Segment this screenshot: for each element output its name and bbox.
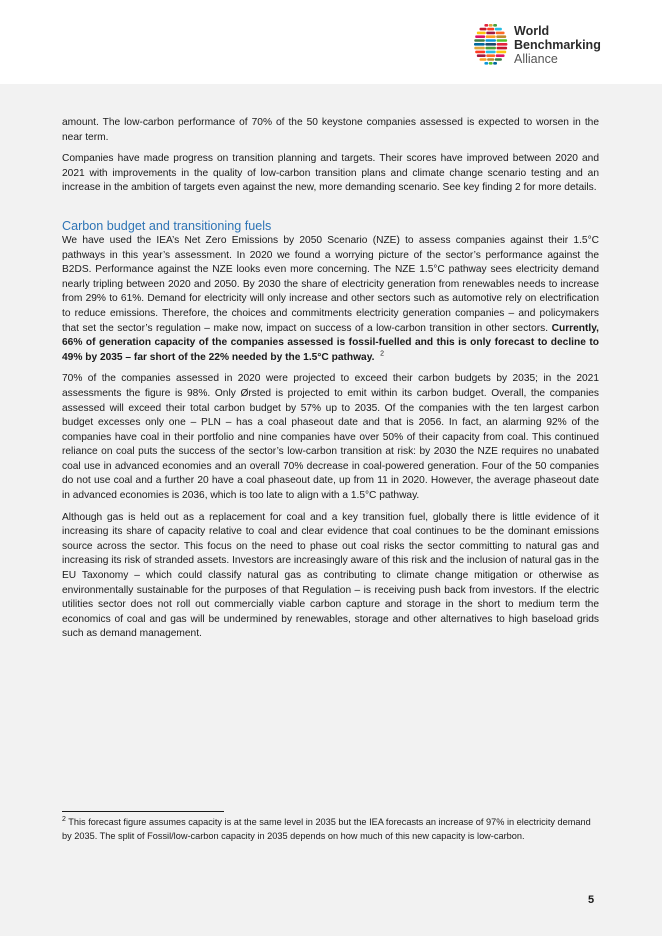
logo-stripe	[493, 24, 497, 27]
intro-paragraph-1: amount. The low-carbon performance of 70% of the 50 keystone companies assessed is expected to worsen in the near term.	[62, 117, 599, 143]
logo-stripe	[477, 54, 486, 57]
intro-paragraph-2: Companies have made progress on transition planning and targets. Their scores have improved between 2020 and 2021 with improvements in the quality of low-carbon transition plans and climate change scenario testing and an increase in the ambition of targets even against the new, more demanding scenario. See key finding 2 for more details.	[62, 153, 599, 194]
section-paragraph-1	[62, 234, 599, 365]
logo-mark-icon	[472, 22, 510, 66]
page-number: 5	[588, 894, 595, 906]
footnote-reference[interactable]: 2	[380, 350, 385, 358]
key-statistic: Currently, 66% of generation capacity of the companies assessed is fossil-fuelled and this is only forecast to decline to 49% by 2035 – far short of the 22% needed by the 1.5°C pathway.	[62, 322, 599, 363]
logo-stripe	[496, 32, 505, 35]
logo-stripe	[495, 28, 502, 31]
logo-stripe	[497, 39, 508, 42]
logo-stripe	[484, 62, 488, 65]
logo-stripe	[487, 58, 494, 61]
logo-text	[514, 24, 601, 66]
logo-stripe	[497, 47, 508, 50]
logo-stripe	[475, 35, 485, 38]
logo-stripe	[474, 47, 485, 50]
wba-logo[interactable]	[472, 22, 632, 66]
footnote-separator	[62, 811, 224, 812]
logo-stripe	[489, 24, 493, 27]
section-heading: Carbon budget and transitioning fuels	[62, 218, 272, 233]
logo-stripe	[474, 39, 485, 42]
logo-stripe	[489, 62, 493, 65]
logo-line-2: Benchmarking	[514, 38, 601, 52]
section-paragraph-3: Although gas is held out as a replacement for coal and a key transition fuel, globally there is little evidence of it increasing its share of capacity relative to coal and clear evidence that coal continues to be the dominant emissions source across the sector. This focus on the need to phase out coal risks the sector committing to natural gas and increasing its risk of stranded assets. Investors are increasingly aware of this risk and the inclusion of natural gas in the EU Taxonomy – which could classify natural gas as contributing to climate change mitigation or otherwise as environmentally sustainable for the purposes of that Regulation – is receiving push back from investors. If the electric utilities sector does not roll out commercially viable carbon capture and storage in the short to medium term the economics of coal and gas will be undermined by renewables, storage and other alternatives to high baseload grids such as demand management.	[62, 511, 599, 640]
logo-stripe	[474, 43, 485, 46]
logo-stripe	[485, 43, 496, 46]
logo-stripe	[485, 47, 496, 50]
paragraph-text: We have used the IEA’s Net Zero Emissions by 2050 Scenario (NZE) to assess companies against their 1.5°C pathways in this year’s assessment. In 2020 we found a worrying picture of the sector’s performance against the B2DS. Performance against the NZE looks even more concerning. The NZE 1.5°C pathway sees electricity demand nearly tripling between 2020 and 2050. By 2030 the share of electricity generation from renewables needs to increase from 29% to 61%. Demand for electricity will only increase and other sectors such as automotive rely on electrification to reduce emissions. Therefore, the choices and commitments electricity generation companies – and policymakers that set the sector’s regulation – make now, impact on success of a low-carbon transition in other sectors.	[62, 234, 599, 334]
logo-stripe	[486, 54, 495, 57]
logo-stripe	[477, 32, 486, 35]
footnote-number: 2	[62, 815, 66, 823]
logo-stripe	[480, 28, 487, 31]
logo-stripe	[486, 35, 496, 38]
page-header	[0, 0, 662, 84]
logo-stripe	[480, 58, 487, 61]
logo-stripe	[484, 24, 488, 27]
logo-stripe	[495, 58, 502, 61]
logo-stripe	[486, 51, 496, 54]
logo-stripe	[487, 28, 494, 31]
section-paragraph-2: 70% of the companies assessed in 2020 were projected to exceed their carbon budgets by 2035; in the 2021 assessments the figure is 98%. Only Ørsted is projected to emit within its carbon budget. Overall, the companies assessed will exceed their total carbon budget by 57% up to 2035. Of the companies with the ten largest carbon budget excesses only one – PLN – has a coal phaseout date and that is 2056. In fact, an alarming 92% of the companies have coal in their portfolio and nine companies have over 50% of their capacity from coal. This continued reliance on coal puts the success of the sector’s low-carbon transition at risk: by 2030 the NZE requires no unabated coal use in advanced economies and an overall 70% decrease in coal-powered generation. Four of the 50 companies do not use coal and a further 20 have a coal phaseout date, up from 11 in 2020. However, the average phaseout date in advanced economies is 2036, which is too late to align with a 1.5°C pathway.	[62, 373, 599, 502]
logo-line-1: World	[514, 24, 550, 38]
footnote-text: This forecast figure assumes capacity is at the same level in 2035 but the IEA forecasts an increase of 97% in electricity demand by 2035. The split of Fossil/low-carbon capacity in 2035 depends on how much of this new capacity is low-carbon.	[62, 817, 591, 842]
footnote	[62, 815, 599, 844]
logo-stripe	[496, 35, 506, 38]
logo-line-3: Alliance	[514, 52, 558, 66]
logo-stripe	[496, 51, 506, 54]
logo-stripe	[497, 43, 508, 46]
logo-stripe	[493, 62, 497, 65]
logo-stripe	[496, 54, 505, 57]
logo-stripe	[486, 32, 495, 35]
logo-stripe	[485, 39, 496, 42]
page-body	[62, 116, 599, 649]
logo-stripe	[475, 51, 485, 54]
